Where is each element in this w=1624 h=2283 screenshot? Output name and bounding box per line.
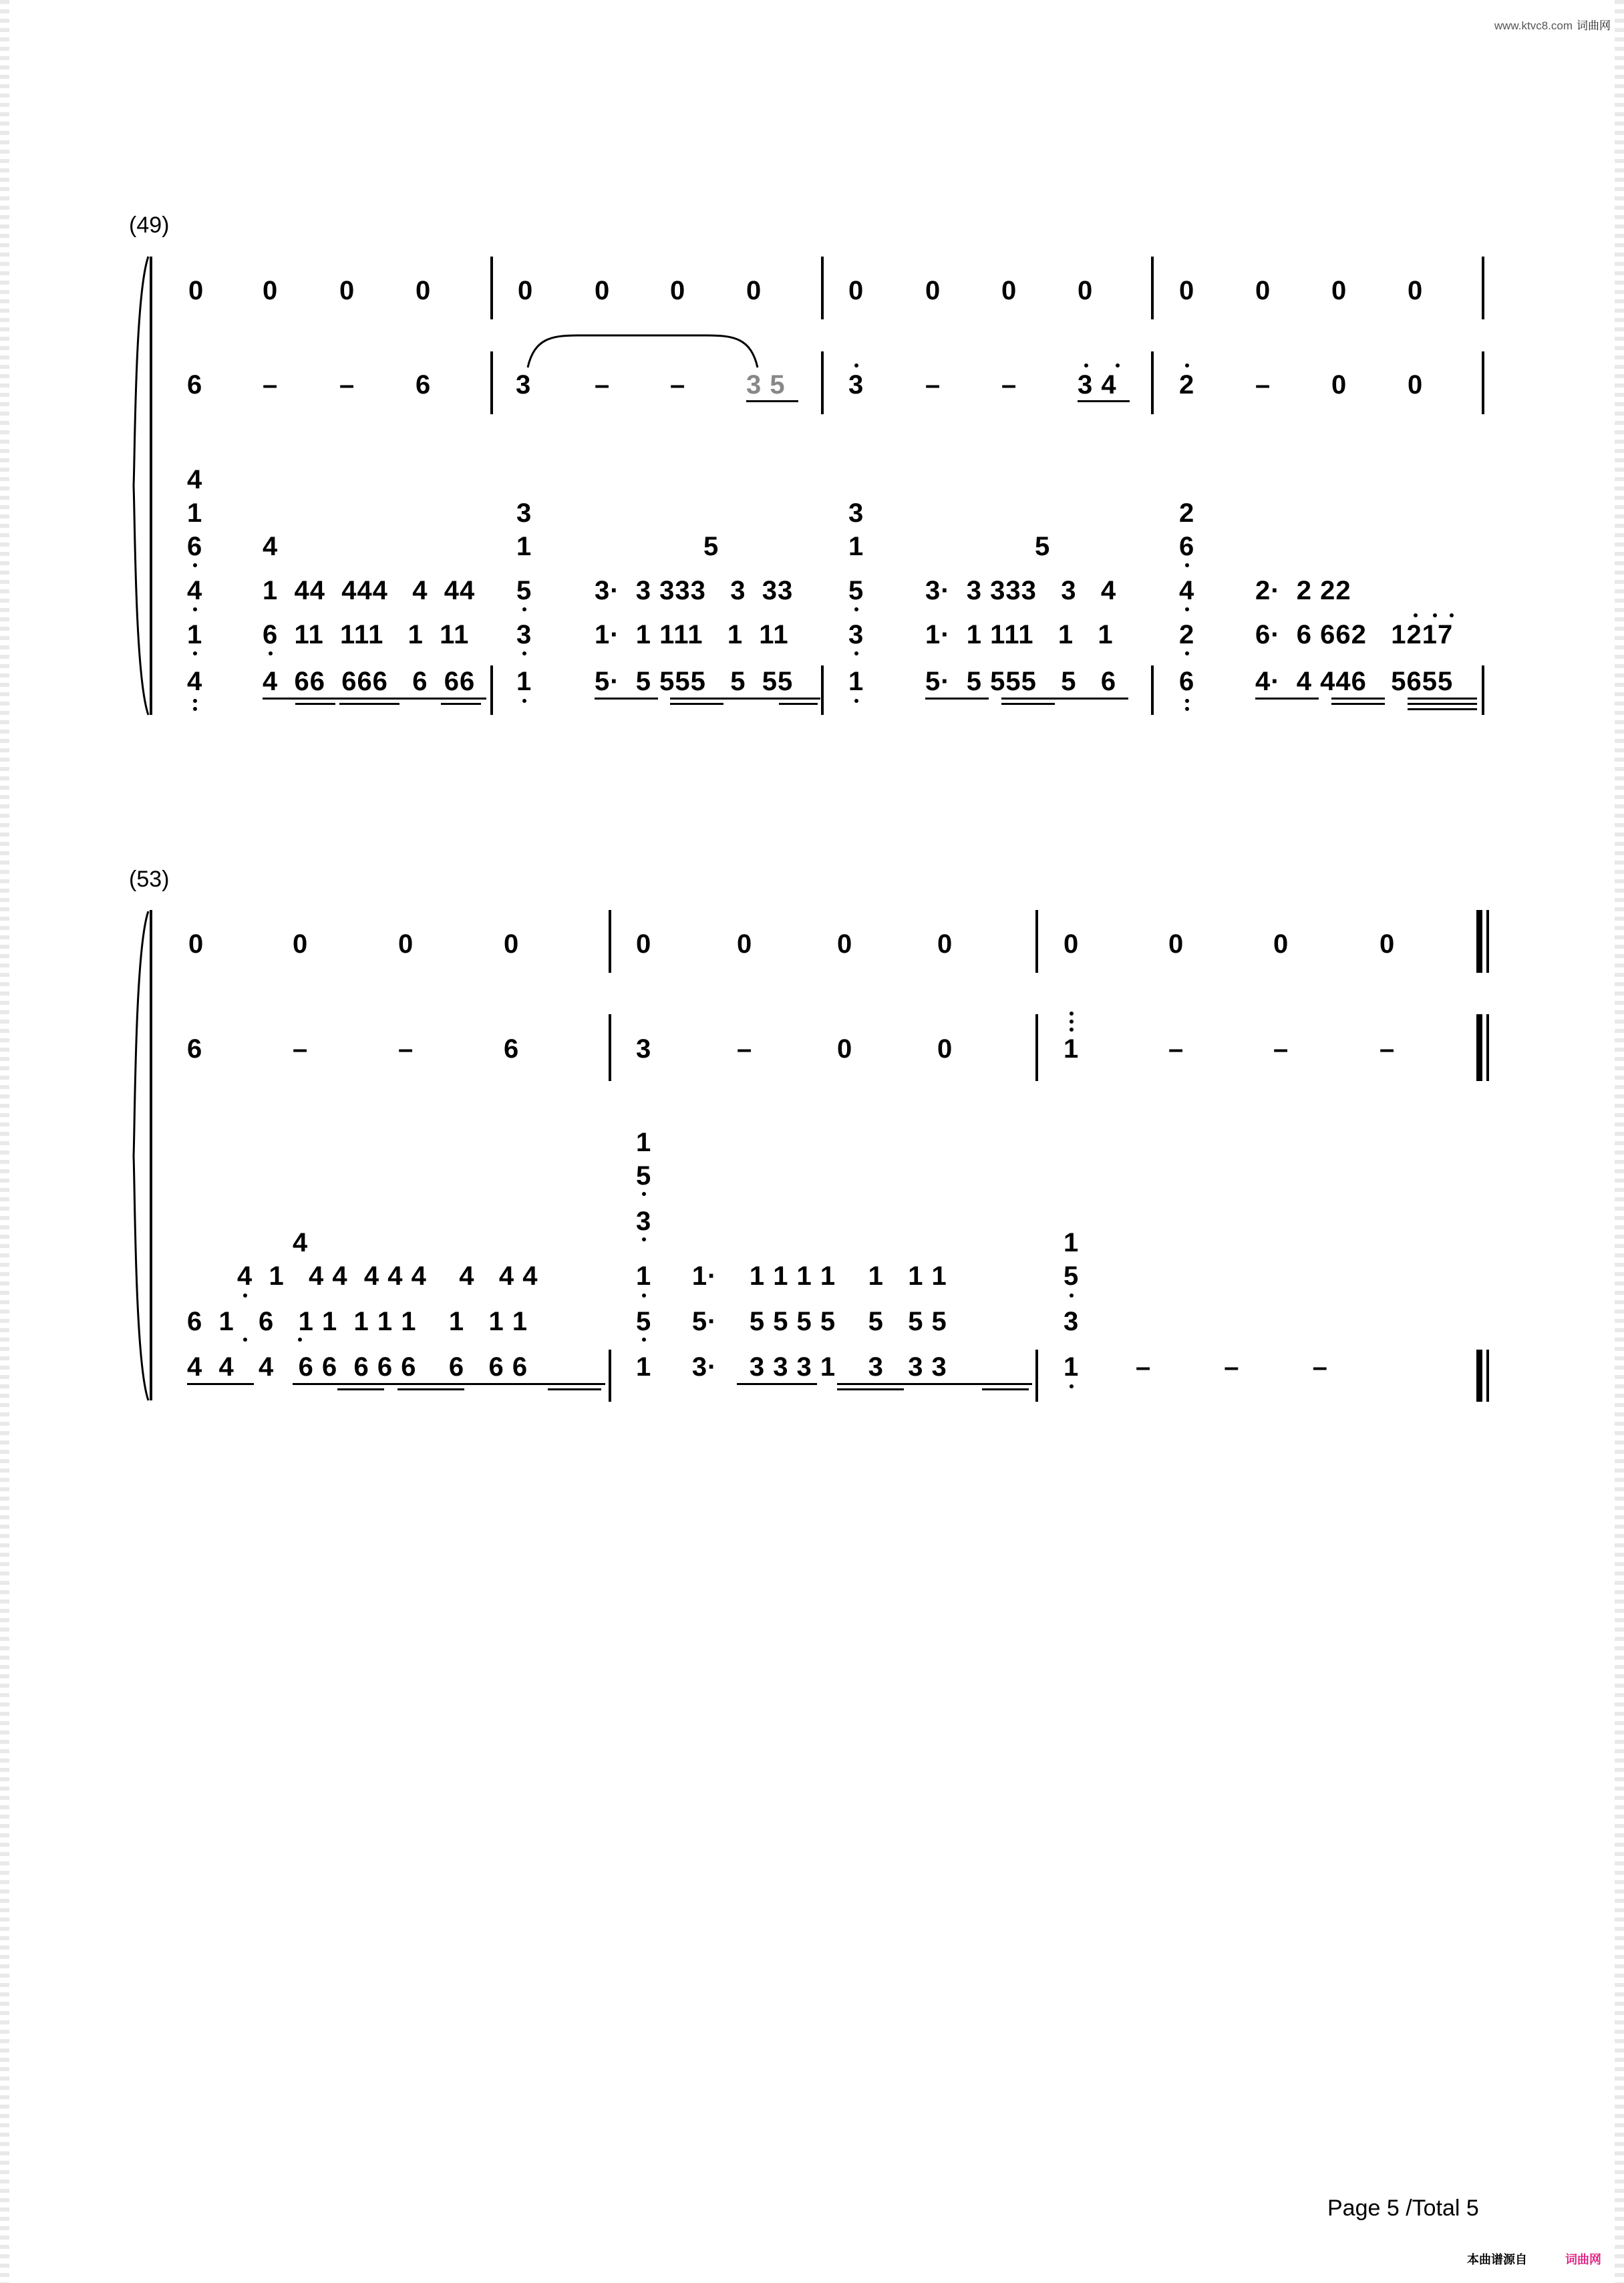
- measure-number: (49): [129, 212, 170, 238]
- beam: [779, 703, 818, 705]
- octave-dot: [269, 651, 273, 655]
- octave-dot: [1116, 363, 1120, 367]
- chord-note: 5: [516, 576, 532, 605]
- beam: [1408, 698, 1477, 700]
- octave-dot: [193, 607, 197, 611]
- final-barline: [1476, 1014, 1482, 1081]
- accomp-notes: 3· 3 333 3 33: [595, 576, 794, 605]
- octave-dot: [1450, 613, 1454, 617]
- page-number: Page 5 /Total 5: [1327, 2195, 1479, 2221]
- note: 3: [848, 370, 864, 400]
- chord-note: 1: [516, 532, 532, 561]
- note: 0: [1331, 370, 1347, 400]
- octave-dot: [1070, 1012, 1074, 1016]
- accomp-note: 5: [1035, 532, 1051, 561]
- accomp-notes: 6· 6 662 1217: [1255, 620, 1454, 649]
- note: –: [1168, 1034, 1184, 1064]
- site-header: [1494, 16, 1611, 33]
- note: 0: [595, 276, 611, 305]
- beam: [837, 1388, 904, 1390]
- accomp-notes: 5· 5 555 5 55: [595, 667, 794, 696]
- note: 6: [416, 370, 432, 400]
- note: 0: [848, 276, 864, 305]
- beam: [737, 1383, 817, 1385]
- accomp-notes: 4 66 666 6 66: [263, 667, 476, 696]
- beam: [187, 1383, 254, 1385]
- footer-brand-link[interactable]: 词曲网: [1565, 2253, 1601, 2266]
- octave-dot: [854, 607, 858, 611]
- chord-note: 1: [1064, 1228, 1080, 1257]
- octave-dot: [193, 563, 197, 567]
- site-url[interactable]: www.ktvc8.com: [1494, 19, 1573, 32]
- octave-dot: [1070, 1020, 1074, 1024]
- note: –: [1273, 1034, 1289, 1064]
- note: 0: [1331, 276, 1347, 305]
- beam: [441, 703, 481, 705]
- octave-dot: [522, 651, 526, 655]
- note: 0: [837, 929, 853, 959]
- chord-note: 1: [848, 667, 864, 696]
- final-barline: [1486, 910, 1489, 973]
- source-label: 本曲谱源自: [1467, 2253, 1527, 2266]
- octave-dot: [1185, 363, 1189, 367]
- barline: [1035, 910, 1038, 973]
- accomp-note: 4: [263, 532, 279, 561]
- chord-note: 1: [516, 667, 532, 696]
- beam: [982, 1388, 1029, 1390]
- note: –: [293, 1034, 309, 1064]
- note: –: [339, 370, 355, 400]
- chord-note: 6: [1179, 667, 1195, 696]
- chord-note: 2: [1179, 498, 1195, 528]
- octave-dot: [1433, 613, 1437, 617]
- octave-dot: [642, 1293, 646, 1298]
- note: 3: [636, 1034, 652, 1064]
- octave-dot: [193, 707, 197, 711]
- note: 0: [1064, 929, 1080, 959]
- note: –: [398, 1034, 414, 1064]
- chord-note: 3: [1064, 1307, 1080, 1336]
- octave-dot: [243, 1338, 247, 1342]
- note: 0: [1179, 276, 1195, 305]
- beam: [293, 1383, 605, 1385]
- barline: [1151, 665, 1154, 715]
- octave-dot: [854, 363, 858, 367]
- note: –: [595, 370, 611, 400]
- note: –: [263, 370, 279, 400]
- note: –: [1255, 370, 1271, 400]
- beam: [670, 698, 820, 700]
- barline: [609, 1350, 611, 1402]
- chord-note: 4: [1179, 576, 1195, 605]
- octave-dot: [1084, 363, 1088, 367]
- note: 1: [1064, 1034, 1080, 1064]
- barline: [609, 1014, 611, 1081]
- barline: [490, 665, 493, 715]
- accomp-notes: 1 1· 1 1 1 1 1 1 1: [636, 1261, 947, 1291]
- octave-dot: [1185, 607, 1189, 611]
- barline: [821, 665, 824, 715]
- note: 0: [504, 929, 520, 959]
- beam: [1331, 698, 1385, 700]
- chord-note: 4: [187, 576, 203, 605]
- beam: [670, 703, 723, 705]
- accomp-notes: 1· 1 111 1 11: [595, 620, 789, 649]
- chord-note: 6: [1179, 532, 1195, 561]
- accomp-notes: 6 11 111 1 11: [263, 620, 470, 649]
- barline: [490, 351, 493, 414]
- system-start-barline: [150, 257, 152, 715]
- page-edge-right: [1615, 0, 1624, 2283]
- page-edge-left: [0, 0, 9, 2283]
- note: 0: [1078, 276, 1094, 305]
- octave-dot: [522, 607, 526, 611]
- octave-dot: [854, 699, 858, 703]
- octave-dot: [1185, 563, 1189, 567]
- chord-note: 1: [187, 620, 203, 649]
- note: 3: [516, 370, 532, 400]
- accomp-notes: 5· 5 555 5 6: [925, 667, 1117, 696]
- octave-dot: [193, 699, 197, 703]
- site-name: 词曲网: [1577, 19, 1611, 32]
- octave-dot: [854, 651, 858, 655]
- measure-number: (53): [129, 867, 170, 892]
- accomp-notes: 4· 4 446 5655: [1255, 667, 1454, 696]
- beam: [339, 703, 399, 705]
- octave-dot: [1070, 1384, 1074, 1388]
- note: 0: [636, 929, 652, 959]
- accomp-note: 5: [703, 532, 719, 561]
- note: 0: [293, 929, 309, 959]
- note: 0: [837, 1034, 853, 1064]
- beam: [337, 1388, 384, 1390]
- accomp-notes: 1 3· 3 3 3 1 3 3 3: [636, 1352, 947, 1382]
- note: 0: [937, 929, 953, 959]
- note: –: [670, 370, 686, 400]
- note: 0: [416, 276, 432, 305]
- accomp-notes: 6 1 6 1 1 1 1 1 1 1 1: [187, 1307, 528, 1336]
- beam: [1408, 708, 1477, 710]
- accomp-notes: 3· 3 333 3 4: [925, 576, 1117, 605]
- note: 0: [1168, 929, 1184, 959]
- octave-dot: [1070, 1293, 1074, 1298]
- accomp-notes: 1 – – –: [1064, 1352, 1328, 1382]
- note: 6: [187, 1034, 203, 1064]
- note: –: [925, 370, 941, 400]
- beam: [263, 698, 486, 700]
- chord-note: 5: [848, 576, 864, 605]
- beam: [295, 703, 335, 705]
- chord-note: 3: [516, 498, 532, 528]
- octave-dot: [642, 1338, 646, 1342]
- note: –: [1379, 1034, 1396, 1064]
- accomp-notes: 4 4 4 6 6 6 6 6 6 6 6: [187, 1352, 528, 1382]
- note: 0: [339, 276, 355, 305]
- note: –: [737, 1034, 753, 1064]
- chord-note: 4: [187, 465, 203, 494]
- octave-dot: [1070, 1028, 1074, 1032]
- accomp-notes: 5 5· 5 5 5 5 5 5 5: [636, 1307, 947, 1336]
- chord-note: 5: [1064, 1261, 1080, 1291]
- beam: [925, 698, 989, 700]
- chord-note: 3: [636, 1207, 652, 1236]
- final-barline: [1486, 1014, 1489, 1081]
- system-brace: [131, 910, 151, 1402]
- octave-dot: [642, 1192, 646, 1196]
- beam: [1078, 400, 1130, 402]
- note: 0: [925, 276, 941, 305]
- note: 0: [398, 929, 414, 959]
- accomp-notes: 1· 1 111 1 1: [925, 620, 1114, 649]
- note: 0: [188, 276, 204, 305]
- beam: [1331, 703, 1385, 705]
- note: 0: [1408, 276, 1424, 305]
- accomp-notes: 1 44 444 4 44: [263, 576, 476, 605]
- beam: [1001, 698, 1128, 700]
- note: 0: [937, 1034, 953, 1064]
- octave-dot: [1185, 699, 1189, 703]
- beam: [397, 1388, 464, 1390]
- accomp-notes: 4 1 4 4 4 4 4 4 4 4: [237, 1261, 538, 1291]
- chord-note: 5: [636, 1161, 652, 1191]
- final-barline: [1476, 1350, 1482, 1402]
- beam: [837, 1383, 1032, 1385]
- final-barline: [1486, 1350, 1489, 1402]
- beam: [746, 400, 798, 402]
- note: 0: [1001, 276, 1017, 305]
- barline: [609, 910, 611, 973]
- note: 0: [1273, 929, 1289, 959]
- note: 0: [188, 929, 204, 959]
- note: 0: [1255, 276, 1271, 305]
- octave-dot: [1185, 651, 1189, 655]
- chord-note: 3: [516, 620, 532, 649]
- note-group: 3 5: [746, 370, 786, 400]
- accomp-notes: 2· 2 22: [1255, 576, 1351, 605]
- chord-note: 2: [1179, 620, 1195, 649]
- chord-note: 3: [848, 498, 864, 528]
- beam: [548, 1388, 601, 1390]
- note: 6: [504, 1034, 520, 1064]
- barline: [1035, 1014, 1038, 1081]
- note: 0: [670, 276, 686, 305]
- octave-dot: [642, 1237, 646, 1241]
- barline: [1482, 665, 1484, 715]
- octave-dot: [193, 651, 197, 655]
- system-start-barline: [150, 910, 152, 1400]
- barline: [1482, 351, 1484, 414]
- barline: [821, 351, 824, 414]
- barline: [1151, 351, 1154, 414]
- note: 2: [1179, 370, 1195, 400]
- barline: [490, 257, 493, 319]
- tie: [525, 333, 760, 370]
- note: 0: [518, 276, 534, 305]
- note: –: [1001, 370, 1017, 400]
- note: 0: [263, 276, 279, 305]
- note: 6: [187, 370, 203, 400]
- octave-dot: [298, 1338, 302, 1342]
- barline: [1035, 1350, 1038, 1402]
- barline: [1151, 257, 1154, 319]
- beam: [1001, 703, 1055, 705]
- accomp-note: 4: [293, 1228, 309, 1257]
- note: 0: [1379, 929, 1396, 959]
- barline: [821, 257, 824, 319]
- note: 0: [737, 929, 753, 959]
- beam: [595, 698, 658, 700]
- octave-dot: [1185, 707, 1189, 711]
- octave-dot: [243, 1293, 247, 1298]
- chord-note: 3: [848, 620, 864, 649]
- note-group: 3 4: [1078, 370, 1117, 400]
- note: 0: [746, 276, 762, 305]
- chord-note: 1: [848, 532, 864, 561]
- barline: [1482, 257, 1484, 319]
- system-brace: [131, 255, 151, 716]
- octave-dot: [1414, 613, 1418, 617]
- chord-note: 1: [636, 1128, 652, 1157]
- note: 0: [1408, 370, 1424, 400]
- chord-note: 1: [187, 498, 203, 528]
- beam: [1408, 703, 1477, 705]
- beam: [1255, 698, 1319, 700]
- chord-note: 6: [187, 532, 203, 561]
- chord-note: 4: [187, 667, 203, 696]
- octave-dot: [522, 699, 526, 703]
- final-barline: [1476, 910, 1482, 973]
